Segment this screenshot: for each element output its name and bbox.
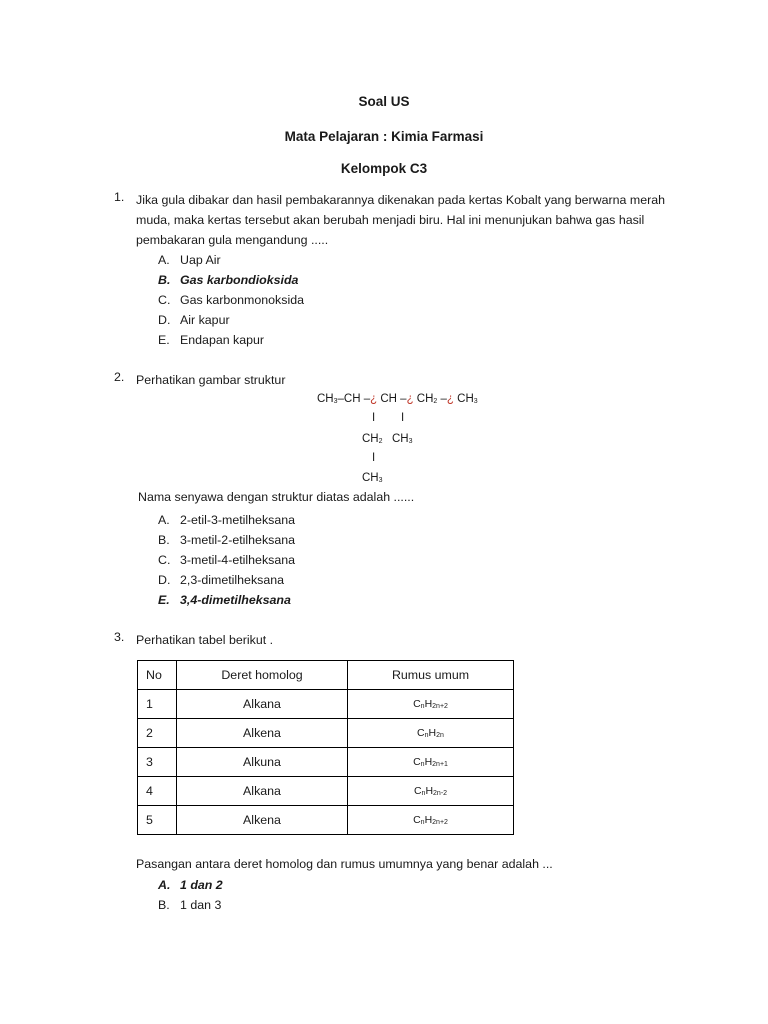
table-row — [138, 777, 514, 806]
cell-rumus: $C_nH_{2n}$ — [348, 719, 514, 748]
bond-line: I — [372, 412, 376, 424]
column-header-no: No — [138, 661, 177, 690]
cell-no: 3 — [138, 748, 177, 777]
cell-rumus: $C_nH_{2n-2}$ — [348, 777, 514, 806]
page-title: Soal US — [358, 94, 410, 109]
group-heading: Kelompok C3 — [340, 161, 428, 176]
question-text: Perhatikan tabel berikut . — [136, 633, 274, 647]
cell-deret: Alkena — [177, 719, 348, 748]
question-number: 3. — [114, 630, 125, 644]
homologous-series-table — [137, 660, 514, 835]
structural-formula — [300, 390, 560, 490]
question-2-prompt: Nama senyawa dengan struktur diatas adalah ...... — [138, 490, 415, 504]
branch-terminal-ch3: $CH_3$ — [362, 472, 383, 484]
option-d[interactable]: D. 2,3-dimetilheksana — [158, 573, 285, 587]
cell-deret: Alkana — [177, 690, 348, 719]
subject-heading: Mata Pelajaran : Kimia Farmasi — [284, 129, 484, 144]
column-header-deret: Deret homolog — [177, 661, 348, 690]
cell-no: 5 — [138, 806, 177, 835]
option-b[interactable]: B. 3-metil-2-etilheksana — [158, 533, 296, 547]
table-row — [138, 719, 514, 748]
branch-ch2: $CH_2$ — [362, 433, 383, 445]
option-c[interactable]: C. 3-metil-4-etilheksana — [158, 553, 296, 567]
option-a-answer[interactable]: A. 1 dan 2 — [158, 878, 223, 892]
question-3-prompt: Pasangan antara deret homolog dan rumus umumnya yang benar adalah ... — [136, 857, 553, 871]
column-header-rumus: Rumus umum — [348, 661, 514, 690]
cell-rumus: $C_nH_{2n+2}$ — [348, 690, 514, 719]
table-header-row — [138, 661, 514, 690]
option-e-answer[interactable]: E. 3,4-dimetilheksana — [158, 593, 291, 607]
option-b[interactable]: B. 1 dan 3 — [158, 898, 222, 912]
cell-deret: Alkana — [177, 777, 348, 806]
question-2-options — [158, 510, 295, 610]
table-row — [138, 690, 514, 719]
cell-no: 1 — [138, 690, 177, 719]
bond-line: I — [401, 412, 405, 424]
question-text: Perhatikan gambar struktur — [136, 373, 286, 387]
option-e[interactable]: E. Endapan kapur — [158, 333, 265, 347]
cell-deret: Alkuna — [177, 748, 348, 777]
main-chain: $CH_3-CH$ –¿ CH –¿ $CH_2$ –¿ $CH_3$ — [317, 393, 478, 405]
cell-no: 2 — [138, 719, 177, 748]
question-text: Jika gula dibakar dan hasil pembakarannya dikenakan pada kertas Kobalt yang berwarna merah muda, maka kertas tersebut akan berubah menjadi biru. Hal ini menunjukan bahwa gas hasil pembakaran gula mengandung ..... — [136, 193, 665, 247]
option-c[interactable]: C. Gas karbonmonoksida — [158, 293, 304, 307]
question-number: 1. — [114, 190, 125, 204]
table-row — [138, 806, 514, 835]
question-number: 2. — [114, 370, 125, 384]
branch-ch3: $CH_3$ — [392, 433, 413, 445]
question-1-options — [158, 250, 304, 350]
cell-no: 4 — [138, 777, 177, 806]
option-b-answer[interactable]: B. Gas karbondioksida — [158, 273, 299, 287]
bond-line: I — [372, 452, 376, 464]
option-a[interactable]: A. 2-etil-3-metilheksana — [158, 513, 296, 527]
cell-rumus: $C_nH_{2n+2}$ — [348, 806, 514, 835]
cell-deret: Alkena — [177, 806, 348, 835]
option-d[interactable]: D. Air kapur — [158, 313, 230, 327]
table-row — [138, 748, 514, 777]
question-3-options — [158, 875, 223, 915]
option-a[interactable]: A. Uap Air — [158, 253, 221, 267]
cell-rumus: $C_nH_{2n+1}$ — [348, 748, 514, 777]
